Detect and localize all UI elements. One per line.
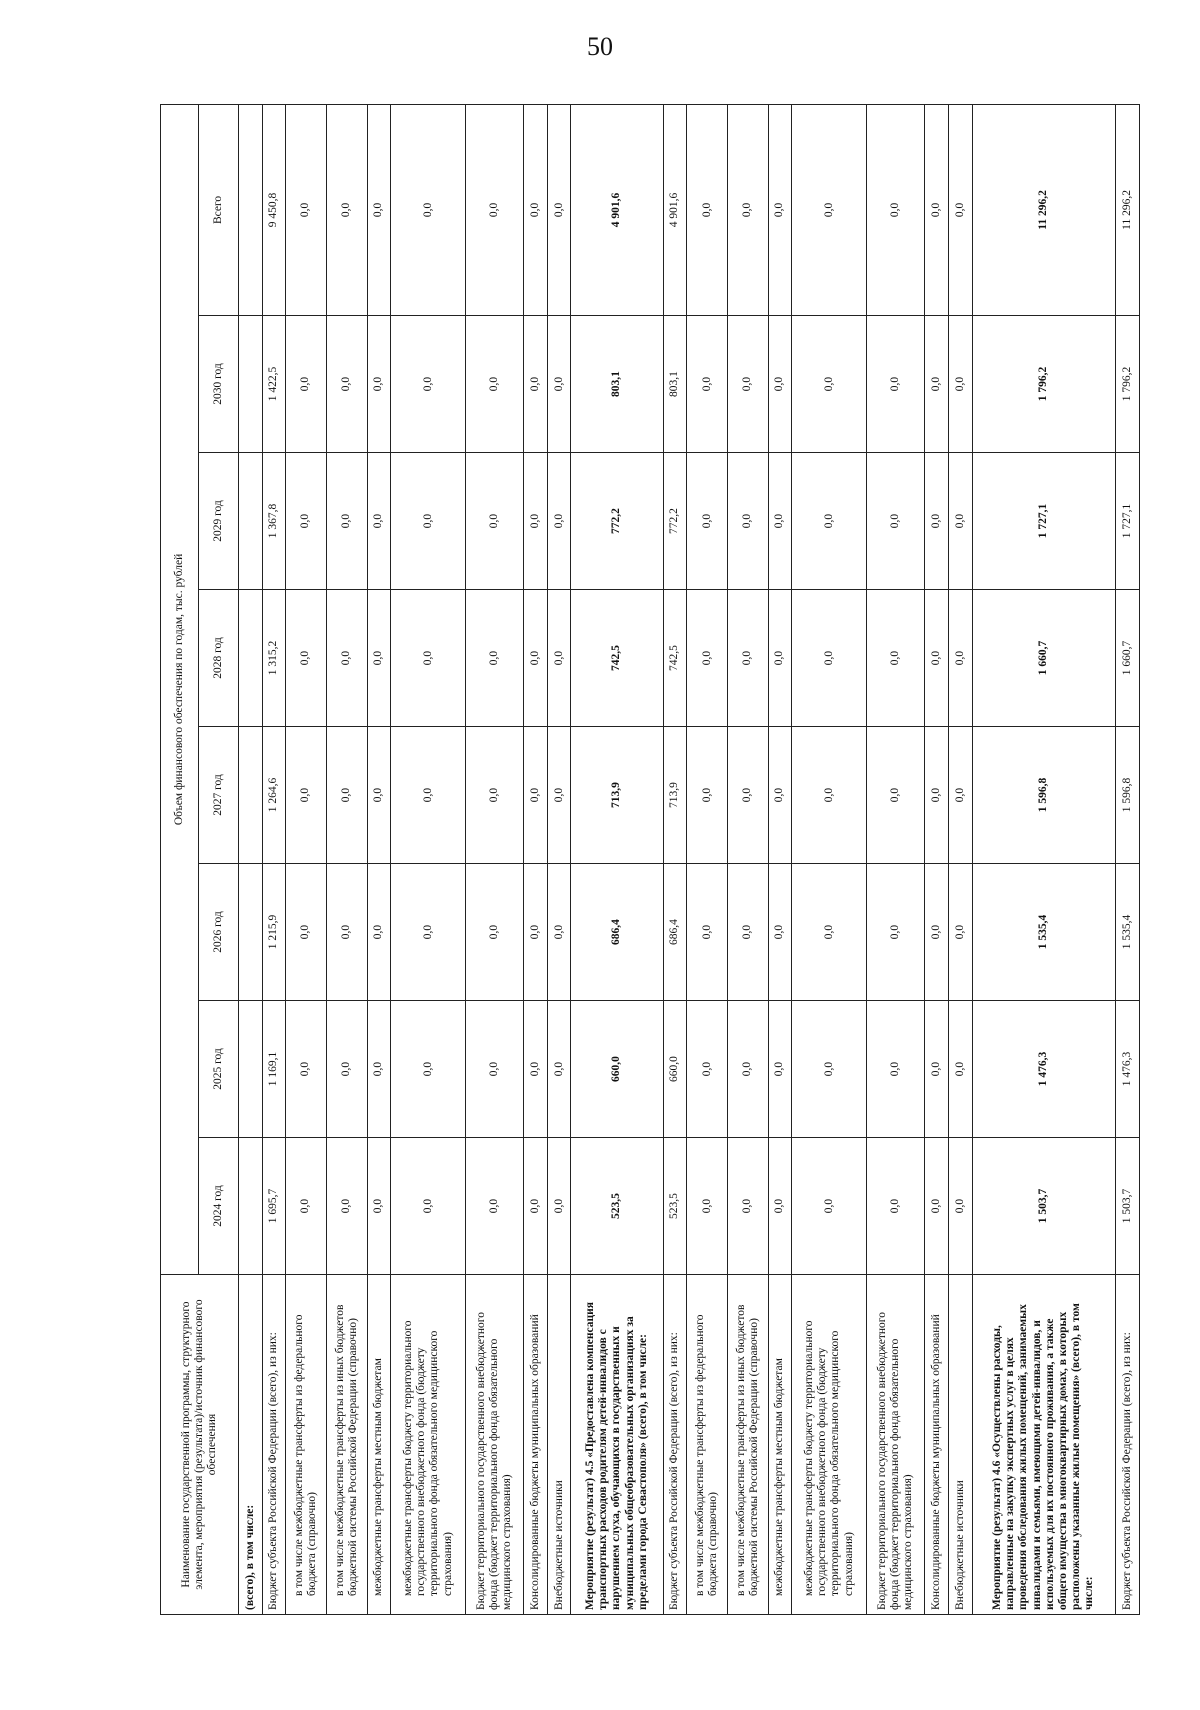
row-year-cell: 0,0 [768,1001,792,1138]
row-year-cell: 1 660,7 [972,590,1116,727]
row-year-cell: 0,0 [768,727,792,864]
row-year-cell: 686,4 [663,864,687,1001]
row-name: межбюджетные трансферты местным бюджетам [367,1275,391,1615]
row-year-cell: 0,0 [547,316,571,453]
row-year-cell: 0,0 [391,316,466,453]
row-year-cell: 0,0 [286,1138,327,1275]
row-year-cell: 0,0 [466,864,524,1001]
row-year-cell: 0,0 [925,1001,949,1138]
row-year-cell: 0,0 [728,1138,769,1275]
row-year-cell: 742,5 [663,590,687,727]
row-year-cell: 0,0 [286,316,327,453]
row-year-cell: 0,0 [547,1001,571,1138]
header-name-column: Наименование государственной программы, структурного элемента, мероприятия (результата)/источник финансового обеспечения [161,1275,239,1615]
row-year-cell: 0,0 [867,316,925,453]
row-year-cell: 0,0 [524,1001,548,1138]
row-total-cell: 0,0 [524,104,548,315]
row-year-cell: 0,0 [466,1001,524,1138]
row-year-cell: 0,0 [367,590,391,727]
row-year-cell: 803,1 [571,316,663,453]
table-row [687,104,728,1614]
row-year-cell: 0,0 [326,864,367,1001]
table-row [768,104,792,1614]
financing-table [160,104,1140,1615]
row-year-cell: 1 535,4 [1116,864,1140,1001]
row-year-cell: 1 503,7 [1116,1138,1140,1275]
row-name: Бюджет территориального государственного внебюджетного фонда (бюджет территориального фонда обязательного медицинского страхования) [466,1275,524,1615]
row-year-cell: 1 596,8 [972,727,1116,864]
row-year-cell: 0,0 [768,864,792,1001]
row-total-cell: 0,0 [768,104,792,315]
row-year-cell: 1 476,3 [972,1001,1116,1138]
row-year-cell: 0,0 [728,453,769,590]
row-year-cell: 0,0 [466,1138,524,1275]
row-year-cell: 0,0 [326,1138,367,1275]
row-year-cell: 523,5 [663,1138,687,1275]
row-year-cell: 0,0 [792,453,867,590]
row-total-cell: 4 901,6 [571,104,663,315]
row-year-cell: 0,0 [948,453,972,590]
table-row [286,104,327,1614]
row-year-cell: 0,0 [367,864,391,1001]
row-year-cell: 0,0 [728,316,769,453]
row-year-cell: 0,0 [925,864,949,1001]
row-year-cell [239,727,263,864]
row-name: Консолидированные бюджеты муниципальных образований [524,1275,548,1615]
row-name: Консолидированные бюджеты муниципальных образований [925,1275,949,1615]
header-year: 2024 год [199,1138,239,1275]
row-year-cell: 0,0 [687,727,728,864]
row-year-cell: 0,0 [524,453,548,590]
table-row [367,104,391,1614]
row-year-cell: 1 796,2 [972,316,1116,453]
row-year-cell [239,864,263,1001]
table-row [1116,104,1140,1614]
row-total-cell: 0,0 [867,104,925,315]
row-year-cell: 0,0 [391,1138,466,1275]
row-year-cell: 772,2 [663,453,687,590]
table-row [326,104,367,1614]
row-year-cell: 0,0 [466,316,524,453]
row-year-cell: 0,0 [391,453,466,590]
row-year-cell [239,453,263,590]
row-total-cell: 0,0 [547,104,571,315]
row-year-cell: 0,0 [367,1138,391,1275]
row-total-cell: 0,0 [687,104,728,315]
row-year-cell: 1 596,8 [1116,727,1140,864]
row-year-cell: 713,9 [663,727,687,864]
row-year-cell: 742,5 [571,590,663,727]
row-year-cell: 772,2 [571,453,663,590]
row-year-cell: 0,0 [925,590,949,727]
row-year-cell: 0,0 [391,590,466,727]
header-year: 2026 год [199,864,239,1001]
row-total-cell: 0,0 [948,104,972,315]
row-year-cell: 1 727,1 [1116,453,1140,590]
table-row [391,104,466,1614]
row-year-cell: 0,0 [391,727,466,864]
row-year-cell: 0,0 [948,316,972,453]
row-year-cell [239,590,263,727]
table-row [663,104,687,1614]
row-year-cell: 1 660,7 [1116,590,1140,727]
row-year-cell: 0,0 [792,1001,867,1138]
row-name: Бюджет субъекта Российской Федерации (всего), из них: [262,1275,286,1615]
row-year-cell: 1 215,9 [262,864,286,1001]
row-name: Бюджет субъекта Российской Федерации (всего), из них: [663,1275,687,1615]
rotated-table-container [160,105,1140,1615]
row-year-cell: 0,0 [286,727,327,864]
row-name: (всего), в том числе: [239,1275,263,1615]
row-year-cell: 0,0 [768,1138,792,1275]
row-name: межбюджетные трансферты бюджету территориального государственного внебюджетного фонда (бюджету территориального фонда обязательного медицинского страхования) [391,1275,466,1615]
row-year-cell: 1 535,4 [972,864,1116,1001]
row-year-cell: 0,0 [948,727,972,864]
row-name: межбюджетные трансферты бюджету территориального государственного внебюджетного фонда (бюджету территориального фонда обязательного медицинского страхования) [792,1275,867,1615]
row-year-cell: 0,0 [326,590,367,727]
row-year-cell: 0,0 [792,1138,867,1275]
row-year-cell: 0,0 [925,1138,949,1275]
row-year-cell: 0,0 [687,316,728,453]
row-year-cell: 0,0 [867,1001,925,1138]
row-year-cell: 0,0 [547,727,571,864]
row-name: Бюджет субъекта Российской Федерации (всего), из них: [1116,1275,1140,1615]
row-year-cell: 0,0 [367,316,391,453]
row-year-cell [239,316,263,453]
row-year-cell: 0,0 [768,590,792,727]
row-year-cell: 1 422,5 [262,316,286,453]
row-year-cell: 0,0 [286,453,327,590]
table-row [792,104,867,1614]
row-name: Внебюджетные источники [948,1275,972,1615]
row-year-cell: 1 367,8 [262,453,286,590]
row-year-cell: 0,0 [687,453,728,590]
row-year-cell: 0,0 [391,1001,466,1138]
row-year-cell: 0,0 [792,316,867,453]
row-year-cell: 1 727,1 [972,453,1116,590]
row-name: Мероприятие (результат) 4.5 «Предоставлена компенсация транспортных расходов родителям детей-инвалидов с нарушением слуха, обучающихся в государственных и муниципальных общеобразовательных организациях за пределами города Севастополя» (всего), в том числе: [571,1275,663,1615]
row-year-cell: 0,0 [687,864,728,1001]
row-year-cell: 0,0 [367,1001,391,1138]
row-year-cell [239,1138,263,1275]
row-year-cell: 1 264,6 [262,727,286,864]
row-year-cell: 0,0 [768,316,792,453]
row-year-cell: 0,0 [867,727,925,864]
table-row [925,104,949,1614]
row-year-cell: 0,0 [728,590,769,727]
row-total-cell: 0,0 [391,104,466,315]
row-year-cell: 0,0 [286,590,327,727]
row-total-cell: 0,0 [367,104,391,315]
row-year-cell: 0,0 [326,1001,367,1138]
table-row [728,104,769,1614]
row-name: Бюджет территориального государственного внебюджетного фонда (бюджет территориального фонда обязательного медицинского страхования) [867,1275,925,1615]
row-year-cell: 0,0 [792,864,867,1001]
row-name: в том числе межбюджетные трансферты из федерального бюджета (справочно) [286,1275,327,1615]
row-total-cell: 9 450,8 [262,104,286,315]
table-row [867,104,925,1614]
row-name: в том числе межбюджетные трансферты из иных бюджетов бюджетной системы Российской Федерации (справочно) [326,1275,367,1615]
row-total-cell: 4 901,6 [663,104,687,315]
row-year-cell: 0,0 [948,1001,972,1138]
header-year: 2029 год [199,453,239,590]
header-year: 2028 год [199,590,239,727]
row-year-cell: 0,0 [547,1138,571,1275]
table-row [466,104,524,1614]
row-year-cell: 1 503,7 [972,1138,1116,1275]
row-year-cell: 0,0 [867,864,925,1001]
row-year-cell: 0,0 [524,1138,548,1275]
table-row [571,104,663,1614]
row-total-cell: 11 296,2 [1116,104,1140,315]
row-year-cell: 0,0 [792,590,867,727]
page-number: 50 [587,32,613,61]
row-year-cell: 0,0 [524,727,548,864]
header-year: 2030 год [199,316,239,453]
row-year-cell: 0,0 [524,316,548,453]
table-row [547,104,571,1614]
row-year-cell: 1 476,3 [1116,1001,1140,1138]
row-year-cell: 0,0 [948,864,972,1001]
row-year-cell: 660,0 [663,1001,687,1138]
header-year: 2025 год [199,1001,239,1138]
row-year-cell: 0,0 [547,864,571,1001]
table-row [948,104,972,1614]
row-year-cell: 0,0 [728,1001,769,1138]
table-row [239,104,263,1614]
row-name: межбюджетные трансферты местным бюджетам [768,1275,792,1615]
row-year-cell: 803,1 [663,316,687,453]
row-year-cell: 1 796,2 [1116,316,1140,453]
header-year: 2027 год [199,727,239,864]
row-total-cell: 0,0 [286,104,327,315]
row-year-cell: 0,0 [466,727,524,864]
row-year-cell: 0,0 [867,453,925,590]
row-year-cell: 0,0 [466,590,524,727]
header-row-group [161,104,199,1614]
row-total-cell: 11 296,2 [972,104,1116,315]
row-year-cell: 0,0 [687,590,728,727]
row-year-cell: 1 315,2 [262,590,286,727]
row-year-cell: 0,0 [326,316,367,453]
header-total: Всего [199,104,239,315]
table-row [262,104,286,1614]
header-group-title: Объем финансового обеспечения по годам, тыс. рублей [161,104,199,1274]
row-year-cell: 0,0 [768,453,792,590]
row-year-cell: 0,0 [728,727,769,864]
row-year-cell [239,1001,263,1138]
row-total-cell: 0,0 [792,104,867,315]
row-year-cell: 0,0 [466,453,524,590]
row-year-cell: 686,4 [571,864,663,1001]
row-total-cell: 0,0 [466,104,524,315]
row-year-cell: 0,0 [367,727,391,864]
row-name: Внебюджетные источники [547,1275,571,1615]
row-year-cell: 1 169,1 [262,1001,286,1138]
row-year-cell: 0,0 [524,590,548,727]
row-year-cell: 0,0 [792,727,867,864]
row-year-cell: 0,0 [367,453,391,590]
row-year-cell: 0,0 [948,590,972,727]
row-year-cell: 523,5 [571,1138,663,1275]
row-year-cell: 713,9 [571,727,663,864]
row-year-cell: 0,0 [925,453,949,590]
row-year-cell: 1 695,7 [262,1138,286,1275]
table-body [239,104,1140,1614]
row-total-cell: 0,0 [326,104,367,315]
row-year-cell: 0,0 [286,864,327,1001]
row-year-cell: 0,0 [867,1138,925,1275]
row-year-cell: 0,0 [687,1138,728,1275]
row-year-cell: 0,0 [867,590,925,727]
row-year-cell: 0,0 [524,864,548,1001]
row-name: в том числе межбюджетные трансферты из федерального бюджета (справочно) [687,1275,728,1615]
row-year-cell: 0,0 [925,727,949,864]
row-year-cell: 0,0 [326,453,367,590]
row-total-cell: 0,0 [925,104,949,315]
row-year-cell: 660,0 [571,1001,663,1138]
row-name: Мероприятие (результат) 4.6 «Осуществлены расходы, направленные на закупку экспертных услуг в целях проведения обследования жилых помещений, занимаемых инвалидами и семьями, имеющими детей-инвалидов, и используемых для их постоянного проживания, а также общего имущества в многоквартирных домах, в которых расположены указанные жилые помещения» (всего), в том числе: [972,1275,1116,1615]
row-name: в том числе межбюджетные трансферты из иных бюджетов бюджетной системы Российской Федерации (справочно) [728,1275,769,1615]
row-total-cell [239,104,263,315]
row-total-cell: 0,0 [728,104,769,315]
row-year-cell: 0,0 [948,1138,972,1275]
row-year-cell: 0,0 [547,453,571,590]
row-year-cell: 0,0 [326,727,367,864]
row-year-cell: 0,0 [286,1001,327,1138]
row-year-cell: 0,0 [391,864,466,1001]
table-row [524,104,548,1614]
row-year-cell: 0,0 [925,316,949,453]
row-year-cell: 0,0 [687,1001,728,1138]
row-year-cell: 0,0 [547,590,571,727]
table-row [972,104,1116,1614]
row-year-cell: 0,0 [728,864,769,1001]
